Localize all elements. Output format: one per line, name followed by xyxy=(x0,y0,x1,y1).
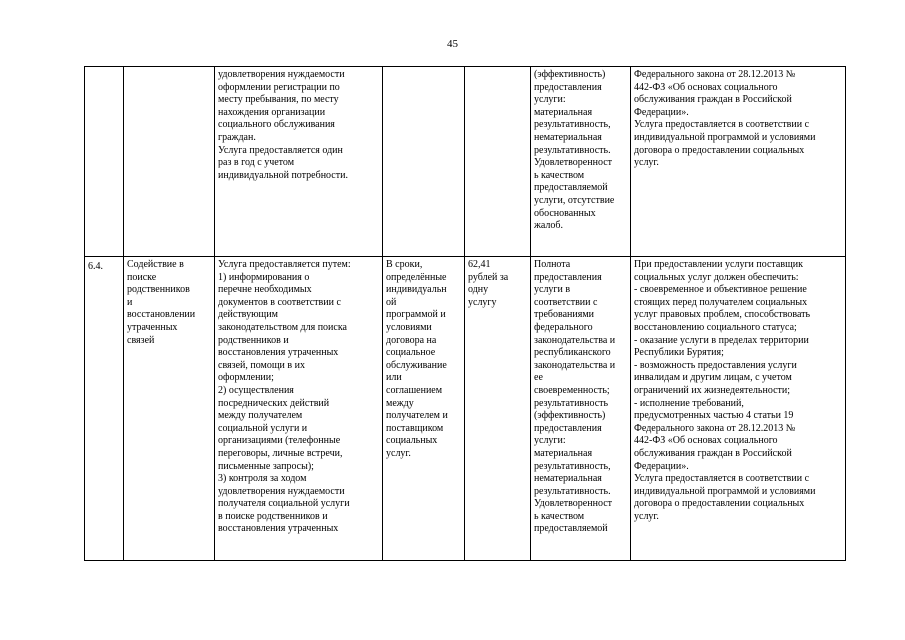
text-line: индивидуальной потребности. xyxy=(218,169,348,181)
cell-tariff xyxy=(465,67,531,257)
text-line: оформлении регистрации по xyxy=(218,81,340,93)
text-line: нематериальная xyxy=(534,473,602,485)
text-line: утраченных xyxy=(127,321,178,333)
cell-terms xyxy=(383,67,465,257)
text-line: удовлетворения нуждаемости xyxy=(218,485,345,497)
text-line: (эффективность) xyxy=(534,69,606,80)
cell-number xyxy=(85,67,124,257)
text-line: обслуживания граждан в Российской xyxy=(634,94,792,106)
text-line: переговоры, личные встречи, xyxy=(218,447,343,459)
text-line: соглашением xyxy=(386,384,443,396)
text-line: (эффективность) xyxy=(534,410,606,422)
text-line: законодательства и xyxy=(534,359,616,371)
text-line: республиканского xyxy=(534,347,611,359)
text-line: законодательством для поиска xyxy=(218,321,347,333)
text-line: родственников xyxy=(127,284,190,296)
page-number: 45 xyxy=(447,38,458,50)
text-line: родственников и xyxy=(218,334,289,346)
text-line: ограничений их жизнедеятельности; xyxy=(634,384,791,396)
text-line: 3) контроля за ходом xyxy=(218,473,307,485)
text-line: одну xyxy=(468,284,489,296)
text-line: результативность. xyxy=(534,144,611,156)
text-line: услуги: xyxy=(534,94,566,106)
text-line: и xyxy=(127,296,133,308)
text-line: услуги в xyxy=(534,284,571,296)
cell-service-name xyxy=(124,257,215,561)
text-line: Полнота xyxy=(534,259,571,270)
text-line: Услуга предоставляется в соответствии с xyxy=(634,119,810,131)
text-line: 1) информирования о xyxy=(218,271,310,283)
cell-conditions xyxy=(631,67,846,257)
text-line: социальных xyxy=(386,435,438,447)
text-line: Услуга предоставляется путем: xyxy=(218,259,351,270)
text-line: индивидуальн xyxy=(386,284,447,296)
text-line: посреднических действий xyxy=(218,397,330,409)
text-line: предоставления xyxy=(534,422,602,434)
text-line: обслуживание xyxy=(386,359,447,371)
text-line: удовлетворения нуждаемости xyxy=(218,69,345,80)
text-line: перечне необходимых xyxy=(218,284,312,296)
text-line: услуг. xyxy=(386,447,411,459)
text-line: условиями xyxy=(386,321,432,333)
text-line: соответствии с xyxy=(534,296,598,308)
text-line: услуги, отсутствие xyxy=(534,194,615,206)
text-line: месту пребывания, по месту xyxy=(218,94,339,106)
text-line: предусмотренных частью 4 статьи 19 xyxy=(634,410,794,422)
text-line: Федерации». xyxy=(634,106,689,118)
text-line: жалоб. xyxy=(534,220,564,232)
text-line: восстановлении xyxy=(127,309,196,321)
text-line: Федерации». xyxy=(634,460,689,472)
text-line: социального обслуживания xyxy=(218,119,335,131)
text-line: Услуга предоставляется в соответствии с xyxy=(634,473,810,485)
text-line: результативность, xyxy=(534,460,611,472)
text-line: материальная xyxy=(534,447,593,459)
text-line: инвалидам и другим лицам, с учетом xyxy=(634,372,792,384)
text-line: федерального xyxy=(534,321,593,333)
text-line: между xyxy=(386,397,414,409)
text-line: предоставляемой xyxy=(534,523,608,535)
text-line: нахождения организации xyxy=(218,106,326,118)
cell-criteria xyxy=(531,67,631,257)
text-line: - своевременное и объективное решение xyxy=(634,284,807,296)
text-line: услуг правовых проблем, способствовать xyxy=(634,309,811,321)
text-line: требованиями xyxy=(534,309,595,321)
text-line: поставщиком xyxy=(386,422,444,434)
text-line: рублей за xyxy=(468,271,509,283)
text-line: организациями (телефонные xyxy=(218,435,341,447)
text-line: материальная xyxy=(534,106,593,118)
text-line: услуг. xyxy=(634,510,659,522)
row-number: 6.4. xyxy=(88,261,103,272)
text-line: восстановлению социального статуса; xyxy=(634,321,797,333)
text-line: стоящих перед получателем социальных xyxy=(634,296,808,308)
text-line: ее xyxy=(534,372,543,384)
text-line: договора о предоставлении социальных xyxy=(634,498,805,510)
text-line: 2) осуществления xyxy=(218,384,294,396)
text-line: Удовлетворенност xyxy=(534,157,613,169)
cell-conditions xyxy=(631,257,846,561)
text-line: обоснованных xyxy=(534,207,596,219)
text-line: своевременность; xyxy=(534,384,610,396)
cell-description xyxy=(215,257,383,561)
table-row xyxy=(85,67,846,257)
text-line: результативность xyxy=(534,397,609,409)
text-line: законодательства и xyxy=(534,334,616,346)
text-line: Удовлетворенност xyxy=(534,498,613,510)
text-line: определённые xyxy=(386,271,447,283)
text-line: восстановления утраченных xyxy=(218,347,339,359)
text-line: социальных услуг должен обеспечить: xyxy=(634,271,799,283)
text-line: связей, помощи в их xyxy=(218,359,305,371)
text-line: раз в год с учетом xyxy=(218,157,295,169)
text-line: 442-ФЗ «Об основах социального xyxy=(634,435,778,447)
cell-tariff xyxy=(465,257,531,561)
text-line: ой xyxy=(386,296,397,308)
text-line: социальной услуги и xyxy=(218,422,308,434)
text-line: 442-ФЗ «Об основах социального xyxy=(634,81,778,93)
text-line: ь качеством xyxy=(534,510,585,522)
cell-number xyxy=(85,257,124,561)
text-line: услуги: xyxy=(534,435,566,447)
text-line: программой и xyxy=(386,309,446,321)
text-line: услуг. xyxy=(634,157,659,169)
text-line: Республики Бурятия; xyxy=(634,347,724,359)
text-line: ь качеством xyxy=(534,169,585,181)
text-line: в поиске родственников и xyxy=(218,510,328,522)
cell-terms xyxy=(383,257,465,561)
text-line: При предоставлении услуги поставщик xyxy=(634,259,803,270)
text-line: договора на xyxy=(386,334,437,346)
text-line: результативность, xyxy=(534,119,611,131)
text-line: индивидуальной программой и условиями xyxy=(634,131,816,143)
text-line: Федерального закона от 28.12.2013 № xyxy=(634,69,796,80)
text-line: оформлении; xyxy=(218,372,274,384)
text-line: предоставления xyxy=(534,81,602,93)
cell-description xyxy=(215,67,383,257)
text-line: или xyxy=(386,372,402,384)
text-line: действующим xyxy=(218,309,278,321)
text-line: поиске xyxy=(127,271,157,283)
text-line: предоставляемой xyxy=(534,182,608,194)
text-line: В сроки, xyxy=(386,259,423,270)
text-line: нематериальная xyxy=(534,131,602,143)
text-line: Содействие в xyxy=(127,259,184,270)
text-line: предоставления xyxy=(534,271,602,283)
text-line: письменные запросы); xyxy=(218,460,314,472)
text-line: - исполнение требований, xyxy=(634,397,744,409)
services-table xyxy=(84,66,846,561)
table-row xyxy=(85,257,846,561)
text-line: восстановления утраченных xyxy=(218,523,339,535)
text-line: между получателем xyxy=(218,410,303,422)
text-line: Федерального закона от 28.12.2013 № xyxy=(634,422,796,434)
text-line: связей xyxy=(127,334,155,346)
text-line: Услуга предоставляется один xyxy=(218,144,343,156)
text-line: граждан. xyxy=(218,131,256,143)
text-line: обслуживания граждан в Российской xyxy=(634,447,792,459)
text-line: договора о предоставлении социальных xyxy=(634,144,805,156)
text-line: результативность. xyxy=(534,485,611,497)
cell-service-name xyxy=(124,67,215,257)
text-line: услугу xyxy=(468,296,497,308)
text-line: - оказание услуги в пределах территории xyxy=(634,334,809,346)
text-line: получателем и xyxy=(386,410,448,422)
text-line: - возможность предоставления услуги xyxy=(634,359,797,371)
cell-criteria xyxy=(531,257,631,561)
text-line: документов в соответствии с xyxy=(218,296,341,308)
text-line: индивидуальной программой и условиями xyxy=(634,485,816,497)
text-line: социальное xyxy=(386,347,436,359)
text-line: 62,41 xyxy=(468,259,491,270)
text-line: получателя социальной услуги xyxy=(218,498,350,510)
